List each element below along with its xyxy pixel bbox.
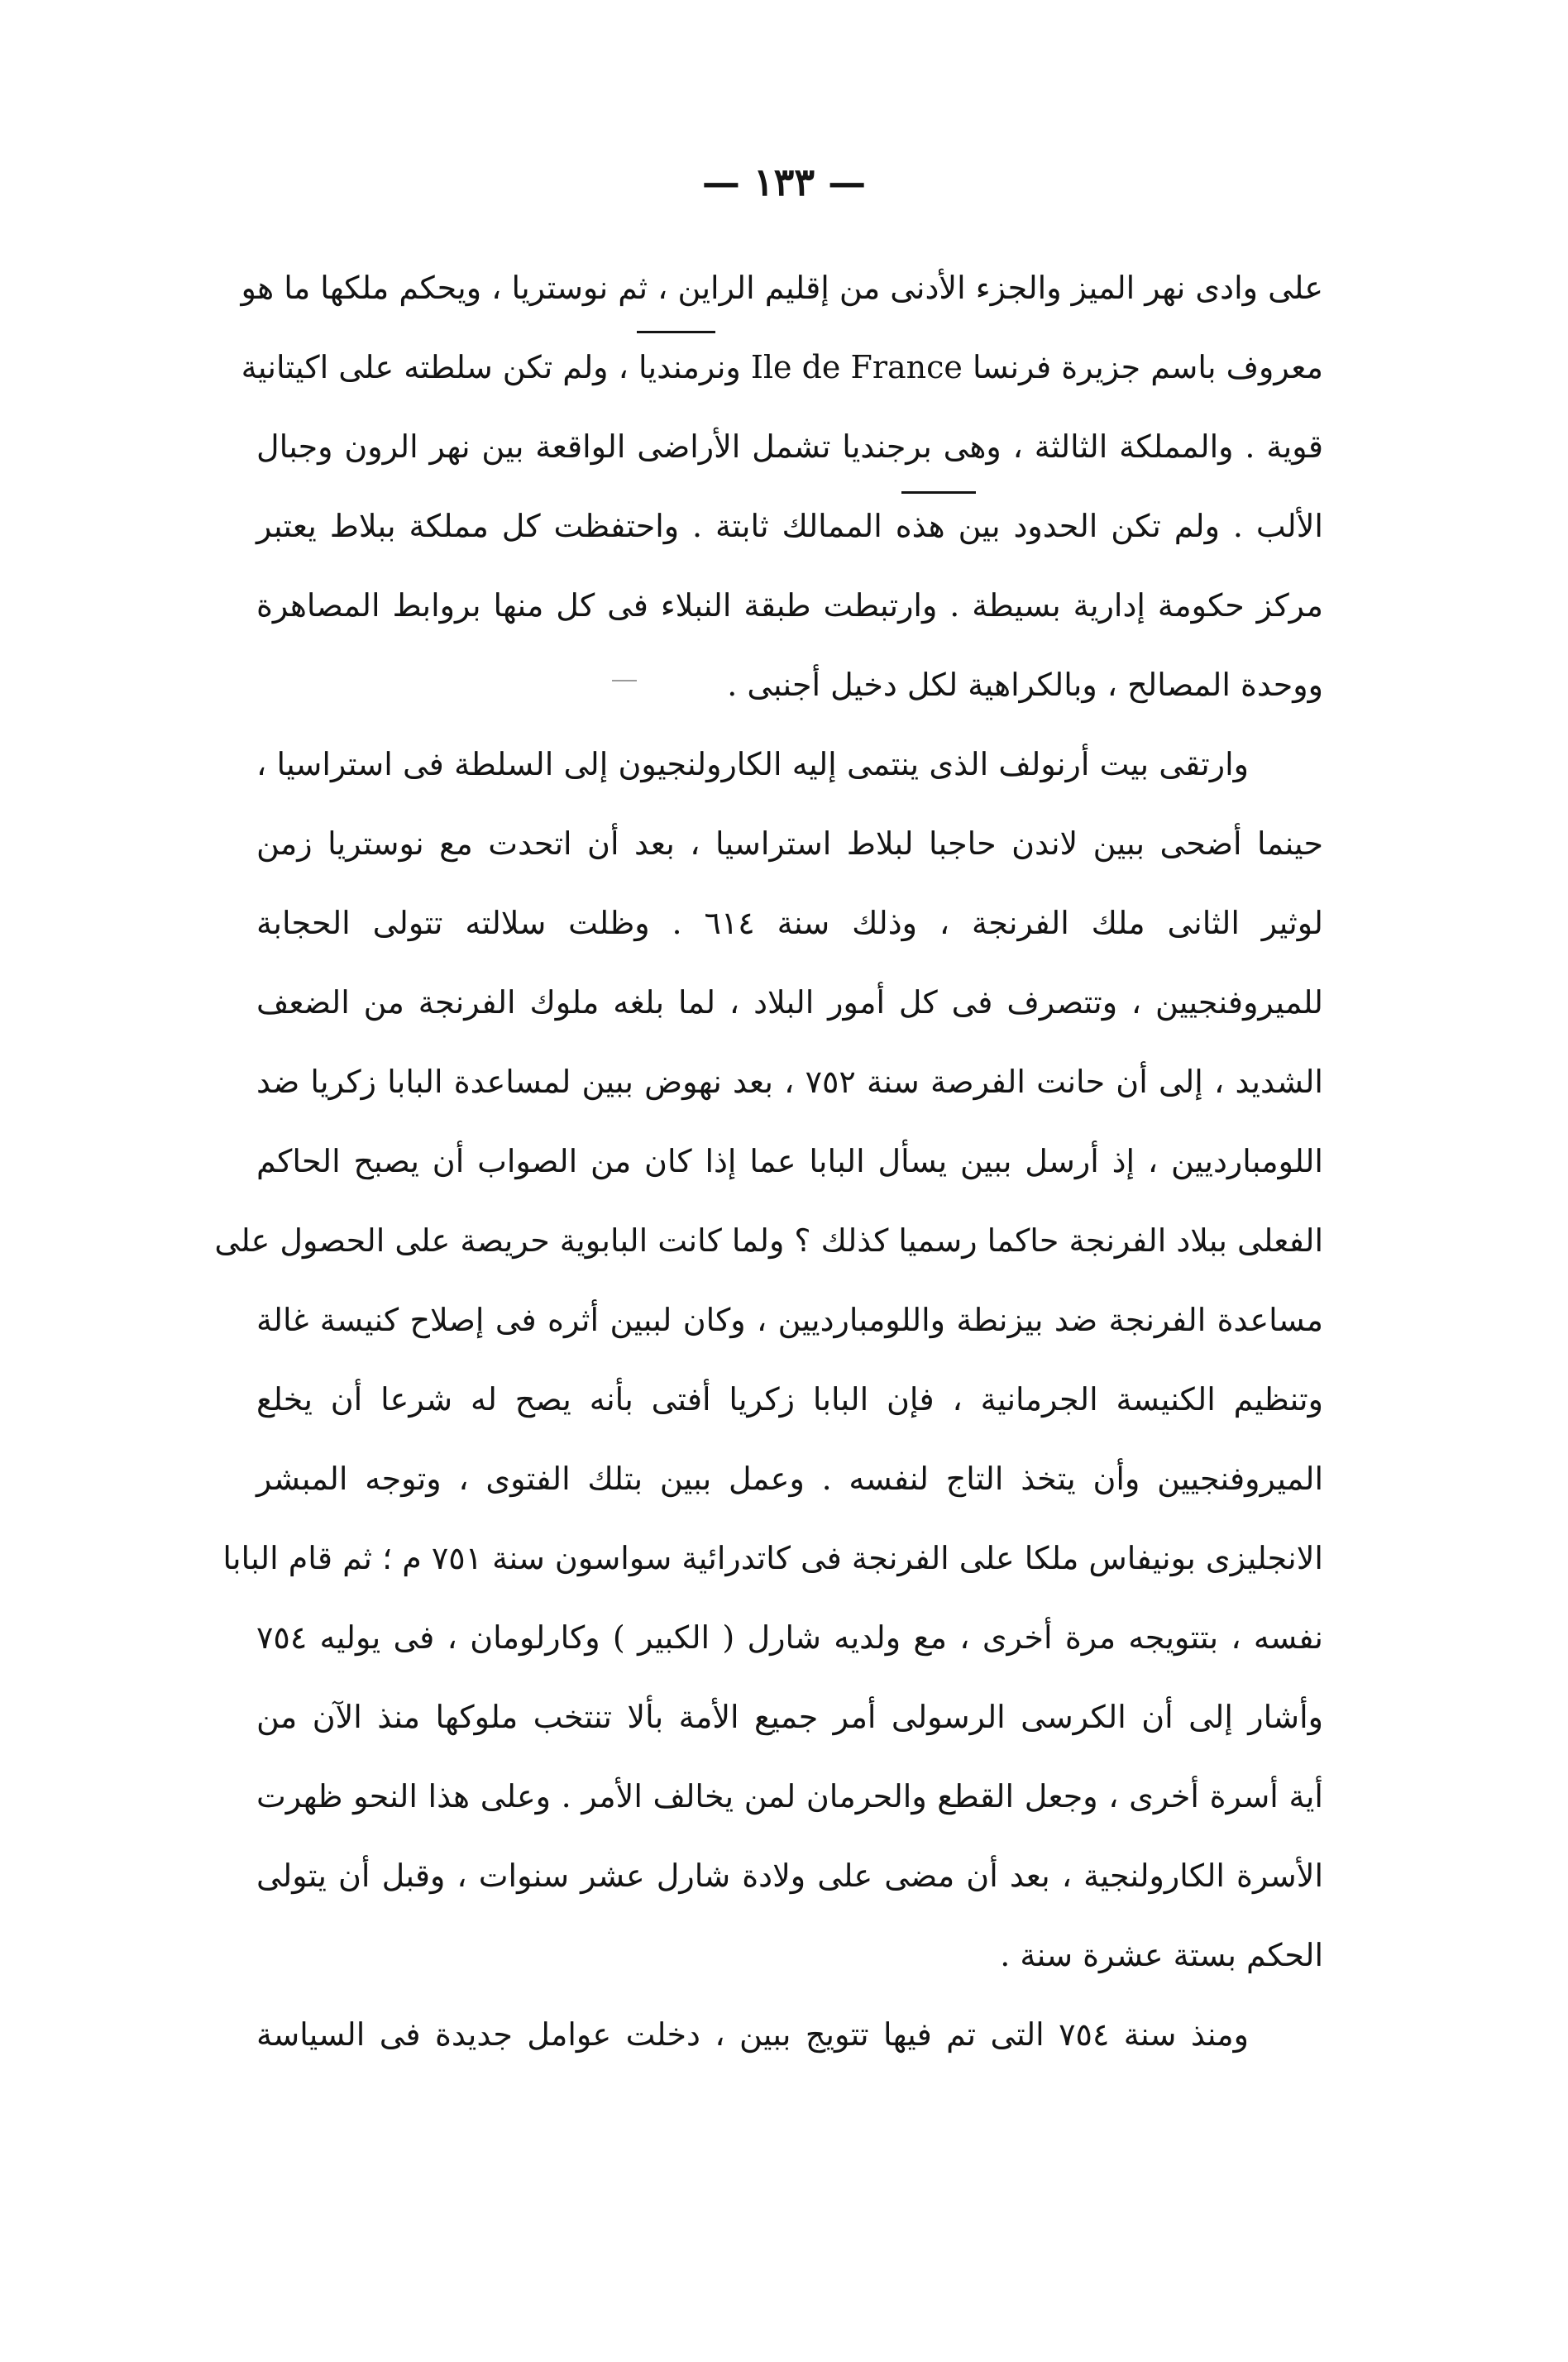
text-line: وأشار إلى أن الكرسى الرسولى أمر جميع الأمة بألا تنتخب ملوكها منذ الآن من [256,1699,1323,1735]
stray-mark [612,680,637,681]
underline-mark [637,331,715,333]
text-line: الانجليزى بونيفاس ملكا على الفرنجة فى كاتدرائية سواسون سنة ٧٥١ م ؛ ثم قام البابا [222,1540,1323,1576]
text-line: حينما أضحى ببين لاندن حاجبا لبلاط استراسيا ، بعد أن اتحدت مع نوستريا زمن [256,825,1323,862]
text-line: الأسرة الكارولنجية ، بعد أن مضى على ولادة شارل عشر سنوات ، وقبل أن يتولى [256,1858,1323,1894]
text-line: مساعدة الفرنجة ضد بيزنطة واللومبارديين ، وكان لببين أثره فى إصلاح كنيسة غالة [256,1302,1323,1338]
text-line: الشديد ، إلى أن حانت الفرصة سنة ٧٥٢ ، بعد نهوض ببين لمساعدة البابا زكريا ضد [256,1064,1323,1100]
text-line: لوثير الثانى ملك الفرنجة ، وذلك سنة ٦١٤ . وظلت سلالته تتولى الحجابة [256,905,1323,941]
page-number: — ١٣٣ — [701,160,867,204]
text-line: وارتقى بيت أرنولف الذى ينتمى إليه الكارولنجيون إلى السلطة فى استراسيا ، [256,746,1249,782]
text-line: نفسه ، بتتويجه مرة أخرى ، مع ولديه شارل ( الكبير ) وكارلومان ، فى يوليه ٧٥٤ [256,1619,1323,1656]
text-line: ومنذ سنة ٧٥٤ التى تم فيها تتويج ببين ، دخلت عوامل جديدة فى السياسة [256,2016,1249,2053]
text-line: الحكم بستة عشرة سنة . [1000,1937,1323,1973]
text-line: الميروفنجيين وأن يتخذ التاج لنفسه . وعمل ببين بتلك الفتوى ، وتوجه المبشر [256,1461,1323,1497]
text-line: أية أسرة أخرى ، وجعل القطع والحرمان لمن يخالف الأمر . وعلى هذا النحو ظهرت [256,1778,1323,1815]
text-line: الفعلى ببلاد الفرنجة حاكما رسميا كذلك ؟ ولما كانت البابوية حريصة على الحصول على [214,1222,1323,1259]
text-line: للميروفنجيين ، وتتصرف فى كل أمور البلاد ، لما بلغه ملوك الفرنجة من الضعف [256,984,1323,1021]
underline-mark [901,491,976,494]
text-line: اللومبارديين ، إذ أرسل ببين يسأل البابا عما إذا كان من الصواب أن يصبح الحاكم [256,1143,1323,1179]
text-line: قوية . والمملكة الثالثة ، وهى برجنديا تشمل الأراضى الواقعة بين نهر الرون وجبال [256,428,1323,465]
text-line: ووحدة المصالح ، وبالكراهية لكل دخيل أجنبى . [727,667,1323,703]
body-text [214,248,1323,2074]
text-line: على وادى نهر الميز والجزء الأدنى من إقليم الراين ، ثم نوستريا ، ويحكم ملكها ما هو [241,270,1323,306]
text-line: معروف باسم جزيرة فرنسا Ile de France ونرمنديا ، ولم تكن سلطته على اكيتانية [241,349,1323,385]
text-line: وتنظيم الكنيسة الجرمانية ، فإن البابا زكريا أفتى بأنه يصح له شرعا أن يخلع [256,1381,1323,1418]
text-line: الألب . ولم تكن الحدود بين هذه الممالك ثابتة . واحتفظت كل مملكة ببلاط يعتبر [256,508,1323,544]
text-line: مركز حكومة إدارية بسيطة . وارتبطت طبقة النبلاء فى كل منها بروابط المصاهرة [256,587,1323,624]
